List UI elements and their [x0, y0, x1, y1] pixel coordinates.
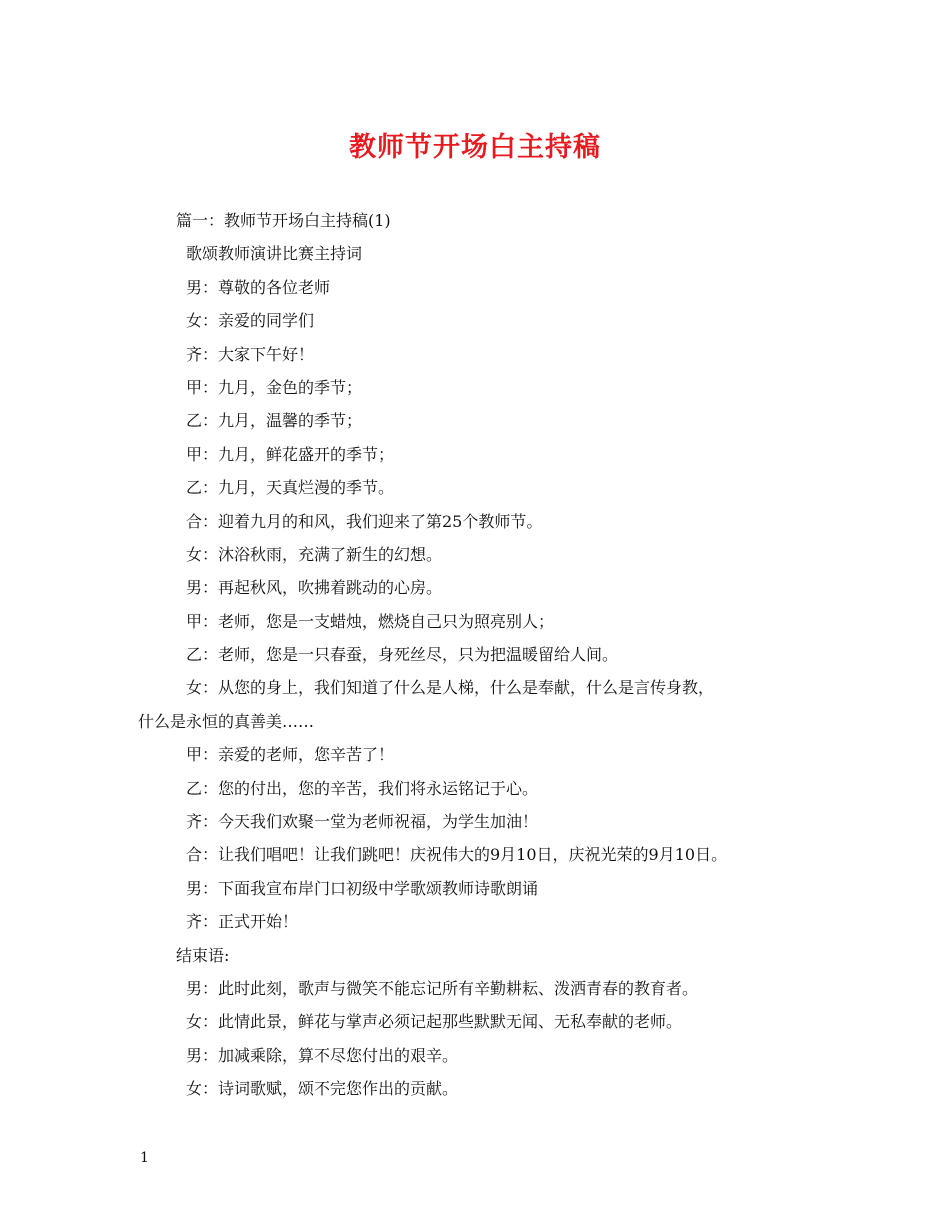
- text-line: 女：沐浴秋雨，充满了新生的幻想。: [186, 544, 443, 564]
- text-line: 什么是永恒的真善美……: [138, 711, 315, 731]
- text-line: 乙：九月，天真烂漫的季节。: [186, 478, 395, 498]
- text-line: 男：此时此刻，歌声与微笑不能忘记所有辛勤耕耘、泼洒青春的教育者。: [186, 978, 699, 998]
- document-title: 教师节开场白主持稿: [349, 132, 601, 163]
- text-line: 乙：您的付出，您的辛苦，我们将永运铭记于心。: [186, 778, 539, 798]
- text-line: 乙：九月，温馨的季节；: [186, 411, 363, 431]
- text-line: 女：从您的身上，我们知道了什么是人梯，什么是奉献，什么是言传身教，: [186, 678, 715, 698]
- text-line: 歌颂教师演讲比赛主持词: [186, 244, 363, 264]
- text-line: 男：再起秋风，吹拂着跳动的心房。: [186, 578, 443, 598]
- text-line: 齐：正式开始！: [186, 912, 299, 932]
- document-body: [138, 204, 838, 1106]
- text-line: 男：下面我宣布岸门口初级中学歌颂教师诗歌朗诵: [186, 878, 539, 898]
- text-line: 女：诗词歌赋，颂不完您作出的贡献。: [186, 1079, 459, 1099]
- text-line: 女：亲爱的同学们: [186, 311, 315, 331]
- text-line: 合：让我们唱吧！让我们跳吧！庆祝伟大的9月10日，庆祝光荣的9月10日。: [186, 845, 728, 865]
- text-line: 甲：亲爱的老师，您辛苦了！: [186, 745, 395, 765]
- text-line: 齐：今天我们欢聚一堂为老师祝福，为学生加油！: [186, 812, 539, 832]
- text-line: 男：加减乘除，算不尽您付出的艰辛。: [186, 1045, 459, 1065]
- section-heading: 结束语:: [176, 945, 230, 965]
- text-line: 齐：大家下午好！: [186, 344, 315, 364]
- text-line: 合：迎着九月的和风，我们迎来了第25个教师节。: [186, 511, 543, 531]
- text-line: 甲：老师，您是一支蜡烛，燃烧自己只为照亮别人；: [186, 611, 555, 631]
- text-line: 乙：老师，您是一只春蚕，身死丝尽，只为把温暖留给人间。: [186, 645, 619, 665]
- text-line: 男：尊敬的各位老师: [186, 277, 331, 297]
- text-line: 女：此情此景，鲜花与掌声必须记起那些默默无闻、无私奉献的老师。: [186, 1012, 683, 1032]
- text-line: 甲：九月，鲜花盛开的季节；: [186, 444, 395, 464]
- section-heading: 篇一：教师节开场白主持稿(1): [176, 211, 391, 230]
- text-line: 甲：九月，金色的季节；: [186, 377, 363, 397]
- page-number: 1: [140, 1150, 149, 1166]
